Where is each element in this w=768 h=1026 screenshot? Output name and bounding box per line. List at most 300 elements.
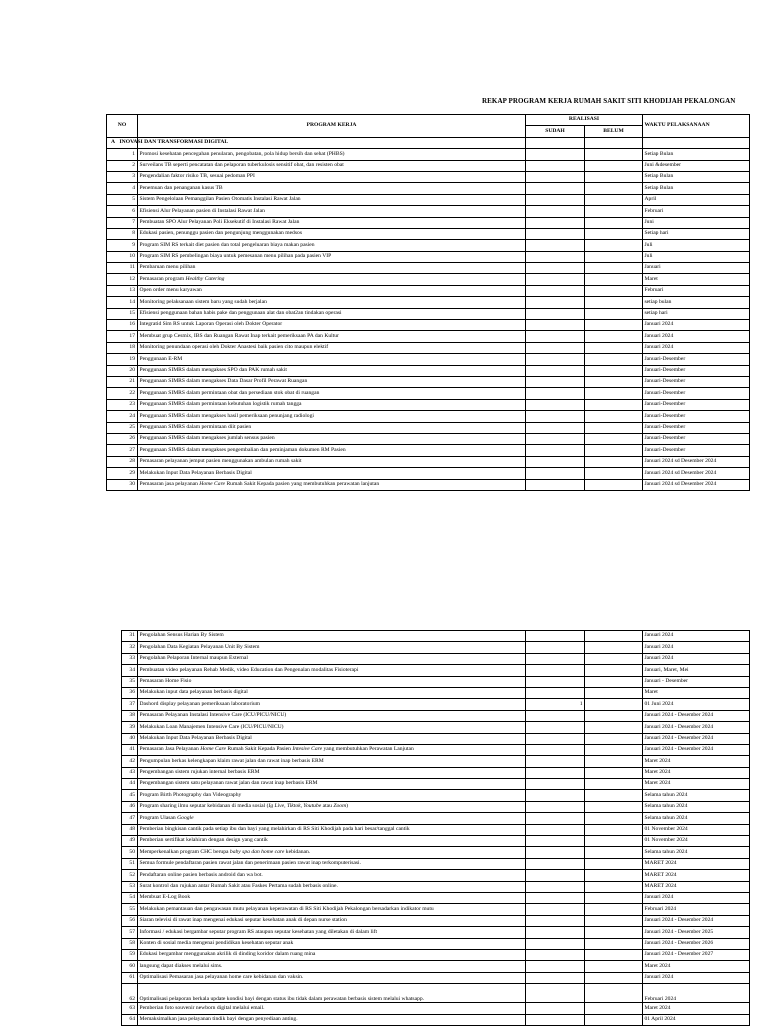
program-cell	[138, 433, 526, 444]
program-text: Pemasaran Pelayanan Instalasi Intensive Care (ICU/PICU/NICU)	[139, 712, 287, 719]
realisasi-sudah-cell	[526, 915, 585, 926]
row-number: 64	[122, 1014, 138, 1025]
program-cell	[138, 927, 526, 938]
program-text: Pembuatan video pelayanan Rehab Medik, video Education dan Pengenalan modalitas Fisioterapi	[139, 666, 359, 673]
row-number: 29	[107, 468, 138, 479]
waktu-cell: Januari-Desember	[643, 388, 750, 399]
realisasi-sudah-cell	[526, 388, 585, 399]
table-row	[107, 320, 750, 331]
row-number: 43	[122, 767, 138, 778]
row-number: 25	[107, 422, 138, 433]
realisasi-belum-cell	[585, 297, 643, 308]
program-cell	[138, 160, 526, 171]
waktu-cell: 01 November 2024	[643, 824, 750, 835]
row-number: 7	[107, 217, 138, 228]
program-text: kebidanan.	[284, 848, 311, 855]
row-number: 15	[107, 308, 138, 319]
waktu-cell: MARET 2024	[643, 870, 750, 881]
program-text: Semua formule pendaftaran pasien rawat jalan dan penerimaan pasien rawat inap terkomputerisasi.	[139, 860, 361, 867]
realisasi-belum-cell	[585, 388, 643, 399]
realisasi-belum-cell	[585, 733, 643, 744]
realisasi-sudah-cell	[526, 456, 585, 467]
realisasi-sudah-cell	[526, 972, 585, 983]
table-row	[122, 801, 750, 812]
row-number: 31	[122, 631, 138, 642]
waktu-cell: Januari 2024 - Desember 2025	[643, 927, 750, 938]
program-text: Penggunaan SIMRS dalam mengakses hasil pemeriksaan penunjang radiologi	[139, 412, 314, 419]
program-text: Penemuan dan penanganan kasus TB	[139, 184, 223, 191]
realisasi-sudah-cell	[526, 433, 585, 444]
row-number: 42	[122, 756, 138, 767]
table-row	[122, 653, 750, 664]
program-cell	[138, 251, 526, 262]
realisasi-sudah-cell	[526, 676, 585, 687]
program-cell	[138, 790, 526, 801]
row-number: 57	[122, 927, 138, 938]
row-number: 4	[107, 183, 138, 194]
program-text: Informasi / edukasi bergambar seputar program RS ataupun seputar kesehatan yang diletakan di dalam lift	[139, 928, 378, 935]
table-row	[107, 183, 750, 194]
program-cell	[138, 422, 526, 433]
realisasi-sudah-cell	[526, 342, 585, 353]
row-number: 20	[107, 365, 138, 376]
table-row	[107, 456, 750, 467]
program-text: Program Ulasan	[139, 814, 178, 821]
realisasi-sudah-cell	[526, 206, 585, 217]
program-text: Program SIM RS terkait diet pasien dan total pengeluaran biaya makan pasien	[139, 241, 315, 248]
realisasi-sudah-cell	[526, 904, 585, 915]
program-cell	[138, 240, 526, 251]
table-row	[122, 972, 750, 983]
realisasi-sudah-cell	[526, 228, 585, 239]
program-text: Edukasi pasien, penunggu pasien dan pengunjung menggunakan medsos	[139, 230, 302, 237]
realisasi-sudah-cell	[526, 927, 585, 938]
table-row	[122, 699, 750, 710]
waktu-cell: Januari 2024 sd Desember 2024	[643, 456, 750, 467]
waktu-cell: Februari 2024	[643, 904, 750, 915]
program-cell	[138, 445, 526, 456]
program-text: Efisiensi Alur Pelayanan pasien di Instalasi Rawat Jalan	[139, 207, 265, 214]
realisasi-sudah-cell	[526, 217, 585, 228]
program-cell	[138, 365, 526, 376]
row-number: 2	[107, 160, 138, 171]
realisasi-belum-cell	[585, 285, 643, 296]
row-number: 1	[107, 149, 138, 160]
row-number: 62	[122, 984, 138, 1003]
row-number: 56	[122, 915, 138, 926]
section-row	[107, 137, 750, 148]
program-cell	[138, 892, 526, 903]
program-cell	[138, 411, 526, 422]
program-text: Siaran televisi di rawat inap mengenai edukasi seputar kesehatan anak di depan nurse station	[139, 917, 347, 924]
row-number: 5	[107, 194, 138, 205]
waktu-cell: Januari-Desember	[643, 422, 750, 433]
program-text: Pengolahan Pelaporan Internal maupun External	[139, 655, 248, 662]
program-text: Pembuatan SPO Alur Pelayanan Poli Eksekutif di Instalasi Rawat Jalan	[139, 218, 300, 225]
table-row	[122, 949, 750, 960]
realisasi-sudah-cell	[526, 160, 585, 171]
table-row	[107, 251, 750, 262]
waktu-cell: Januari-Desember	[643, 354, 750, 365]
program-text: Pengendalian faktor risiko TB, sesuai pedoman PPI	[139, 173, 255, 180]
table-row	[107, 445, 750, 456]
program-text: Dashord display pelayanan pemeriksaan laboratorium	[139, 700, 261, 707]
table-row	[107, 240, 750, 251]
program-cell	[138, 320, 526, 331]
realisasi-sudah-cell	[526, 468, 585, 479]
program-text: Melakukan Loan Manajemen Intensive Care (ICU/PICU/NICU)	[139, 723, 284, 730]
waktu-cell: Januari 2024	[643, 972, 750, 983]
row-number: 10	[107, 251, 138, 262]
table-row	[107, 354, 750, 365]
row-number: 37	[122, 699, 138, 710]
table-row	[122, 984, 750, 1003]
program-cell	[138, 342, 526, 353]
waktu-cell: 01 Juni 2024	[643, 699, 750, 710]
waktu-cell: Maret 2024	[643, 767, 750, 778]
program-text: atau	[321, 803, 334, 810]
realisasi-sudah-cell	[526, 847, 585, 858]
realisasi-sudah-cell	[526, 183, 585, 194]
program-text: yang membutuhkan Perawatan Lanjutan	[322, 746, 414, 753]
program-text-italic: Intesive Care	[292, 746, 323, 753]
realisasi-belum-cell	[585, 433, 643, 444]
table-row	[122, 1003, 750, 1014]
table-row	[122, 938, 750, 949]
waktu-cell: Februari	[643, 206, 750, 217]
waktu-cell: Januari-Desember	[643, 365, 750, 376]
realisasi-sudah-cell	[526, 813, 585, 824]
realisasi-belum-cell	[585, 927, 643, 938]
realisasi-sudah-cell	[526, 710, 585, 721]
row-number: 3	[107, 171, 138, 182]
realisasi-belum-cell	[585, 881, 643, 892]
realisasi-belum-cell	[585, 938, 643, 949]
realisasi-sudah-cell	[526, 767, 585, 778]
program-table-page2	[121, 630, 750, 1026]
table-row	[122, 710, 750, 721]
table-row	[122, 961, 750, 972]
program-text: Penggunaan SIMRS dalam permintaan kebutuhan logistik rumah tangga	[139, 401, 302, 408]
program-cell	[138, 171, 526, 182]
realisasi-sudah-cell	[526, 631, 585, 642]
program-cell	[138, 722, 526, 733]
waktu-cell: Januari-Desember	[643, 445, 750, 456]
program-text: Program SIM RS pembelingan biaya untuk pemesanan menu pilihan pada pasien VIP	[139, 253, 332, 260]
program-cell	[138, 665, 526, 676]
row-number: 16	[107, 320, 138, 331]
realisasi-belum-cell	[585, 1014, 643, 1025]
realisasi-sudah-cell	[526, 399, 585, 410]
program-text: Monitoring pelaksanaan sistem baru yang sudah berjalan	[139, 298, 267, 305]
table-row	[107, 217, 750, 228]
realisasi-sudah-cell	[526, 422, 585, 433]
row-number: 9	[107, 240, 138, 251]
program-cell	[138, 331, 526, 342]
waktu-cell: Januari 2024 sd Desember 2024	[643, 479, 750, 490]
realisasi-belum-cell	[585, 631, 643, 642]
waktu-cell: Januari 2024 sd Desember 2024	[643, 468, 750, 479]
header-belum: BELUM	[585, 126, 643, 137]
program-text: Sistem Pengelolaan Pemanggilan Pasien Otomatis Instalasi Rawat Jalan	[139, 196, 301, 203]
program-cell	[138, 915, 526, 926]
program-table-page1	[106, 114, 750, 491]
realisasi-belum-cell	[585, 1003, 643, 1014]
program-text-italic: baby spa dan home care	[229, 848, 285, 855]
waktu-cell: Januari 2024 - Desember 2024	[643, 744, 750, 755]
program-text: Melakukan input data pelayanan berbasis digital	[139, 689, 248, 696]
realisasi-sudah-cell	[526, 479, 585, 490]
table-row	[122, 904, 750, 915]
table-row	[122, 722, 750, 733]
program-cell	[138, 870, 526, 881]
realisasi-belum-cell	[585, 468, 643, 479]
program-text: Penggunaan SIMRS dalam mengakses SPO dan PAK rumah sakit	[139, 366, 287, 373]
realisasi-belum-cell	[585, 687, 643, 698]
program-text: Program sharing ilmu seputar kebidanan di media sosial (	[139, 803, 269, 810]
waktu-cell: Januari-Desember	[643, 411, 750, 422]
realisasi-belum-cell	[585, 331, 643, 342]
table-row	[122, 733, 750, 744]
realisasi-sudah-cell	[526, 320, 585, 331]
realisasi-sudah-cell	[526, 251, 585, 262]
realisasi-belum-cell	[585, 263, 643, 274]
table-row	[122, 790, 750, 801]
realisasi-sudah-cell	[526, 171, 585, 182]
program-text: Pemasaran program	[139, 275, 186, 282]
realisasi-sudah-cell	[526, 801, 585, 812]
program-text: Melakukan Input Data Pelayanan Berbasis Digital	[139, 734, 252, 741]
realisasi-sudah-cell	[526, 297, 585, 308]
row-number: 28	[107, 456, 138, 467]
row-number: 27	[107, 445, 138, 456]
table-row	[122, 676, 750, 687]
program-text: Pemberian foto souvenir newborn digital melalui email.	[139, 1004, 265, 1011]
realisasi-belum-cell	[585, 813, 643, 824]
realisasi-sudah-cell	[526, 938, 585, 949]
realisasi-belum-cell	[585, 217, 643, 228]
program-text: Pemberian sertifikat kelahiran dengan design yang cantik	[139, 837, 268, 844]
program-text: Pengembangan sistem satu pelayanan rawat jalan dan rawat inap berbasis ERM	[139, 780, 318, 787]
waktu-cell: Februari 2024	[643, 984, 750, 1003]
row-number: 54	[122, 892, 138, 903]
waktu-cell: Januari 2024 - Desember 2024	[643, 710, 750, 721]
program-cell	[138, 813, 526, 824]
program-cell	[138, 779, 526, 790]
table-row	[122, 767, 750, 778]
row-number: 11	[107, 263, 138, 274]
program-text: )	[346, 803, 348, 810]
program-cell	[138, 468, 526, 479]
program-cell	[138, 1014, 526, 1025]
realisasi-belum-cell	[585, 858, 643, 869]
waktu-cell: Januari 2024 - Desember 2026	[643, 938, 750, 949]
program-cell	[138, 836, 526, 847]
waktu-cell: Januari 2024	[643, 642, 750, 653]
realisasi-sudah-cell	[526, 744, 585, 755]
row-number: 45	[122, 790, 138, 801]
program-text: Konten di sosial media mengenai pendidikan kesehatan seputar anak	[139, 939, 294, 946]
table-row	[107, 160, 750, 171]
table-row	[107, 399, 750, 410]
realisasi-belum-cell	[585, 847, 643, 858]
program-cell	[138, 642, 526, 653]
table-row	[107, 411, 750, 422]
realisasi-sudah-cell	[526, 687, 585, 698]
row-number: 49	[122, 836, 138, 847]
waktu-cell: Maret	[643, 687, 750, 698]
realisasi-sudah-cell	[526, 790, 585, 801]
program-text: Surveilans TB seperti pencatatan dan pelaporan tuberkulosis sensitif obat, dan resisten obat	[139, 161, 344, 168]
table-row	[107, 422, 750, 433]
row-number: 59	[122, 949, 138, 960]
waktu-cell: Juli	[643, 251, 750, 262]
waktu-cell: Januari 2024 - Desember 2024	[643, 733, 750, 744]
program-cell	[138, 687, 526, 698]
program-text: Monitoring penundaan operasi oleh Dokter Anastesi baik pasien cito maupun elektif	[139, 344, 329, 351]
realisasi-belum-cell	[585, 479, 643, 490]
realisasi-belum-cell	[585, 365, 643, 376]
program-cell	[138, 961, 526, 972]
table-row	[122, 779, 750, 790]
program-text: Pembaruan menu pilihan	[139, 264, 196, 271]
table-row	[122, 813, 750, 824]
table-row	[122, 642, 750, 653]
table-row	[107, 149, 750, 160]
row-number: 55	[122, 904, 138, 915]
program-text: Pendaftaran online pasien berbasis android dan wa bot.	[139, 871, 263, 878]
program-cell	[138, 710, 526, 721]
realisasi-belum-cell	[585, 653, 643, 664]
realisasi-sudah-cell	[526, 149, 585, 160]
realisasi-belum-cell	[585, 206, 643, 217]
row-number: 6	[107, 206, 138, 217]
waktu-cell: Januari 2024 - Desember 2024	[643, 722, 750, 733]
program-text: Efisiensi penggunaan bahan habis pake dan penggunaan alat dan obat2an tindakan operasi	[139, 310, 342, 317]
row-number: 44	[122, 779, 138, 790]
header-no: NO	[107, 115, 138, 138]
header-sudah: SUDAH	[526, 126, 585, 137]
realisasi-belum-cell	[585, 744, 643, 755]
program-text-italic: Google	[177, 814, 194, 821]
program-text: Pengumpulan berkas kelengkapan klaim rawat jalan dan rawat inap berbasis ERM	[139, 757, 324, 764]
realisasi-belum-cell	[585, 171, 643, 182]
waktu-cell: Maret	[643, 274, 750, 285]
table-row	[107, 206, 750, 217]
program-cell	[138, 699, 526, 710]
realisasi-sudah-cell	[526, 445, 585, 456]
table-row	[122, 927, 750, 938]
program-text: Memperkenalkan program CHC berupa	[139, 848, 230, 855]
row-number: 47	[122, 813, 138, 824]
realisasi-sudah-cell	[526, 892, 585, 903]
table-row	[107, 228, 750, 239]
program-text: Membuat grup Cesmix, IBS dan Ruangan Rawat Inap terkait pemeriksaan PA dan Kultur	[139, 332, 339, 339]
waktu-cell: Maret 2024	[643, 779, 750, 790]
program-text: Penggunaan SIMRS dalam permintaan obat dan persediaan stok obat di ruangan	[139, 389, 320, 396]
section-letter: A	[107, 137, 138, 148]
row-number: 60	[122, 961, 138, 972]
waktu-cell: Selama tahun 2024	[643, 847, 750, 858]
realisasi-sudah-cell	[526, 285, 585, 296]
waktu-cell: Maret 2024	[643, 961, 750, 972]
program-cell	[138, 217, 526, 228]
realisasi-belum-cell	[585, 779, 643, 790]
waktu-cell: Januari 2024	[643, 653, 750, 664]
program-text-italic: Home Care	[200, 746, 226, 753]
table-row	[122, 631, 750, 642]
program-cell	[138, 194, 526, 205]
realisasi-sudah-cell	[526, 722, 585, 733]
program-text: Program Birth Photography dan Videography	[139, 791, 242, 798]
realisasi-belum-cell	[585, 320, 643, 331]
realisasi-belum-cell	[585, 767, 643, 778]
waktu-cell: Januari, Maret, Mei	[643, 665, 750, 676]
realisasi-belum-cell	[585, 194, 643, 205]
waktu-cell: 01 April 2024	[643, 1014, 750, 1025]
section-title: INOVASI DAN TRANSFORMASI DIGITAL	[138, 137, 526, 148]
program-cell	[138, 847, 526, 858]
program-cell	[138, 972, 526, 983]
waktu-cell: Januari-Desember	[643, 399, 750, 410]
table-row	[107, 468, 750, 479]
realisasi-sudah-cell	[526, 411, 585, 422]
waktu-cell: Januari 2024	[643, 331, 750, 342]
waktu-cell: Juni	[643, 217, 750, 228]
program-cell	[138, 228, 526, 239]
waktu-cell: setiap hari	[643, 308, 750, 319]
program-cell	[138, 274, 526, 285]
realisasi-sudah-cell	[526, 756, 585, 767]
program-text-italic: Healthy Catering	[185, 275, 225, 282]
row-number: 24	[107, 411, 138, 422]
table-row	[122, 1014, 750, 1025]
row-number: 46	[122, 801, 138, 812]
program-text-italic: Ig Live, Tiktok, Youtube	[268, 803, 322, 810]
program-cell	[138, 149, 526, 160]
realisasi-belum-cell	[585, 722, 643, 733]
program-cell	[138, 388, 526, 399]
row-number: 12	[107, 274, 138, 285]
row-number: 34	[122, 665, 138, 676]
program-text: Integratid Sim RS untuk Laporan Operasi oleh Dokter Operator	[139, 321, 283, 328]
realisasi-sudah-cell	[526, 824, 585, 835]
realisasi-sudah-cell	[526, 642, 585, 653]
table-row	[107, 274, 750, 285]
program-cell	[138, 824, 526, 835]
waktu-cell: Maret 2024	[643, 756, 750, 767]
row-number: 23	[107, 399, 138, 410]
program-text: Pengolahan Data Kegiatan Pelayanan Unit By Sistem	[139, 643, 260, 650]
program-cell	[138, 801, 526, 812]
realisasi-belum-cell	[585, 149, 643, 160]
realisasi-sudah-cell	[526, 665, 585, 676]
program-cell	[138, 858, 526, 869]
realisasi-belum-cell	[585, 790, 643, 801]
table-row	[122, 824, 750, 835]
row-number: 17	[107, 331, 138, 342]
header-program: PROGRAM KERJA	[138, 115, 526, 138]
program-cell	[138, 285, 526, 296]
program-cell	[138, 904, 526, 915]
realisasi-belum-cell	[585, 456, 643, 467]
realisasi-sudah-cell	[526, 984, 585, 1003]
realisasi-belum-cell	[585, 354, 643, 365]
row-number: 39	[122, 722, 138, 733]
program-text: Rumah Sakit Kepada Pasien	[225, 746, 293, 753]
program-text: Pemasaran Jasa Pelayanan	[139, 746, 201, 753]
table-row	[122, 744, 750, 755]
